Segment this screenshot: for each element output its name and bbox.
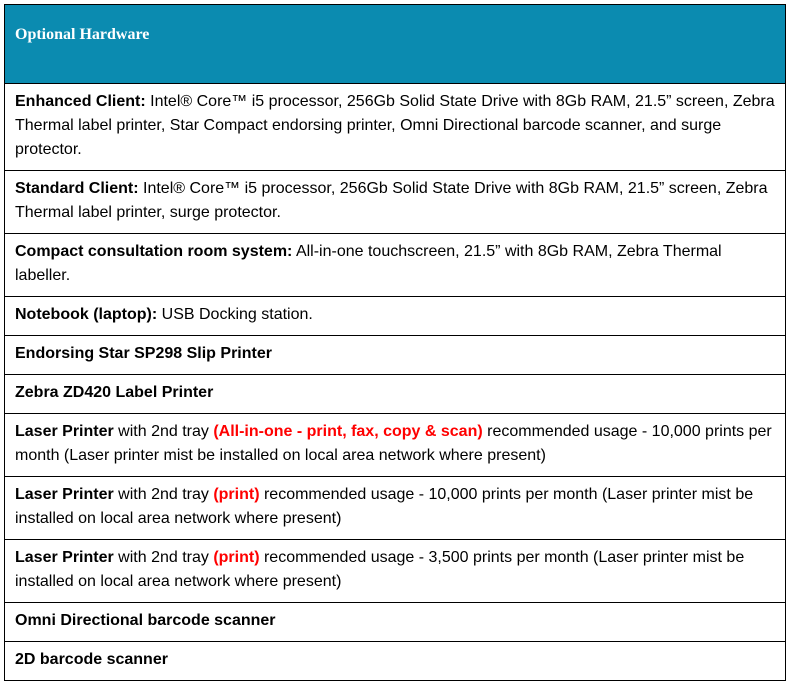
- table-row: [5, 414, 786, 477]
- table-row: [5, 603, 786, 642]
- row-cell: [5, 171, 786, 234]
- table-title: Optional Hardware: [5, 5, 786, 84]
- row-cell: [5, 336, 786, 375]
- row-cell: [5, 375, 786, 414]
- row-label: Omni Directional barcode scanner: [15, 612, 276, 629]
- table-row: [5, 297, 786, 336]
- row-label: Laser Printer: [15, 423, 114, 440]
- row-label: 2D barcode scanner: [15, 651, 168, 668]
- highlight-text: (print): [213, 486, 260, 503]
- table-row: [5, 234, 786, 297]
- row-text: All-in-one touchscreen, 21.5” with 8Gb RAM, Zebra Thermal labeller.: [15, 243, 722, 284]
- row-cell: [5, 603, 786, 642]
- table-row: [5, 84, 786, 171]
- header-row: [5, 5, 786, 84]
- row-cell: [5, 642, 786, 681]
- row-text-pre: with 2nd tray: [113, 423, 214, 440]
- row-text: Intel® Core™ i5 processor, 256Gb Solid State Drive with 8Gb RAM, 21.5” screen, Zebra Thermal label printer, surge protector.: [15, 180, 768, 221]
- table-row: [5, 171, 786, 234]
- row-cell: [5, 477, 786, 540]
- row-label: Laser Printer: [15, 549, 114, 566]
- row-text-post: recommended usage - 10,000 prints per month (Laser printer mist be installed on local area network where present): [15, 486, 754, 527]
- table-row: [5, 336, 786, 375]
- row-cell: [5, 234, 786, 297]
- row-label: Zebra ZD420 Label Printer: [15, 384, 214, 401]
- row-text: Intel® Core™ i5 processor, 256Gb Solid State Drive with 8Gb RAM, 21.5” screen, Zebra Thermal label printer, Star Compact endorsing printer, Omni Directional barcode scanner, and surge protector.: [15, 93, 775, 158]
- row-cell: [5, 540, 786, 603]
- row-label: Endorsing Star SP298 Slip Printer: [15, 345, 272, 362]
- table-row: [5, 642, 786, 681]
- row-cell: [5, 84, 786, 171]
- row-text-pre: with 2nd tray: [113, 486, 214, 503]
- row-label: Notebook (laptop):: [15, 306, 158, 323]
- row-label: Standard Client:: [15, 180, 139, 197]
- row-label: Laser Printer: [15, 486, 114, 503]
- highlight-text: (All-in-one - print, fax, copy & scan): [213, 423, 483, 440]
- table-row: [5, 540, 786, 603]
- highlight-text: (print): [213, 549, 260, 566]
- table-row: [5, 477, 786, 540]
- table-row: [5, 375, 786, 414]
- row-cell: [5, 297, 786, 336]
- row-text-post: recommended usage - 10,000 prints per month (Laser printer mist be installed on local area network where present): [15, 423, 772, 464]
- row-cell: [5, 414, 786, 477]
- row-label: Compact consultation room system:: [15, 243, 293, 260]
- optional-hardware-table: [4, 4, 786, 681]
- row-text: USB Docking station.: [157, 306, 313, 323]
- row-text-post: recommended usage - 3,500 prints per month (Laser printer mist be installed on local area network where present): [15, 549, 745, 590]
- row-label: Enhanced Client:: [15, 93, 146, 110]
- row-text-pre: with 2nd tray: [113, 549, 214, 566]
